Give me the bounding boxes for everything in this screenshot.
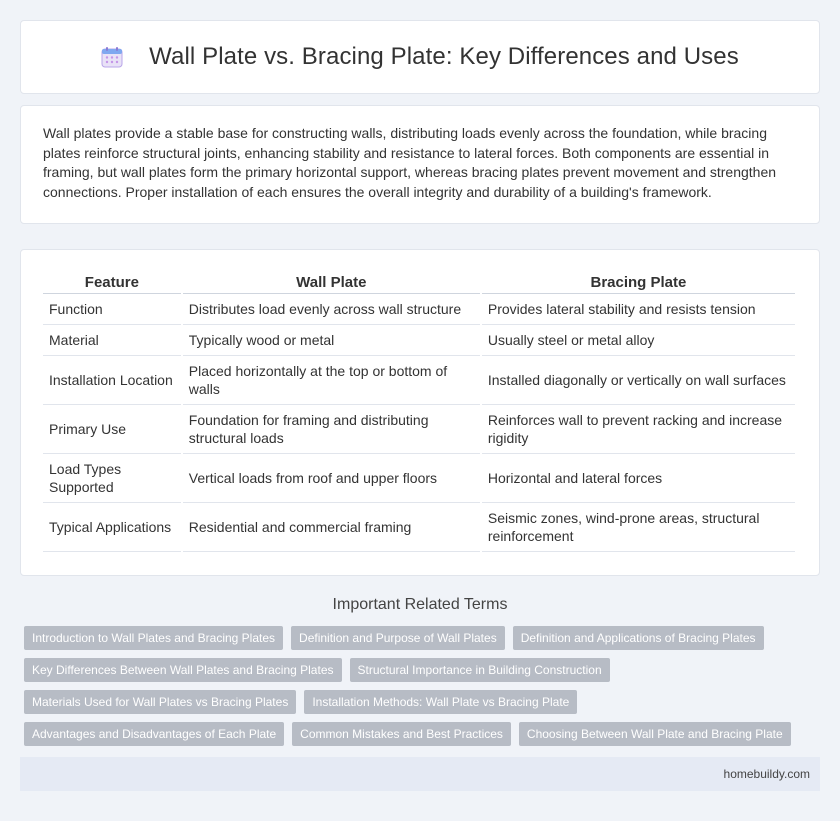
table-cell: Provides lateral stability and resists tension <box>482 294 795 325</box>
table-row <box>43 454 795 503</box>
related-term-tag[interactable]: Key Differences Between Wall Plates and Bracing Plates <box>24 658 342 682</box>
related-term-tag[interactable]: Introduction to Wall Plates and Bracing Plates <box>24 626 283 650</box>
related-term-tag[interactable]: Definition and Applications of Bracing Plates <box>513 626 764 650</box>
table-row <box>43 405 795 454</box>
related-terms-tags <box>20 626 820 746</box>
related-term-tag[interactable]: Materials Used for Wall Plates vs Bracing Plates <box>24 690 296 714</box>
comparison-table-card <box>20 249 820 576</box>
table-cell: Installation Location <box>43 356 181 405</box>
footer-site-link[interactable]: homebuildy.com <box>723 767 810 781</box>
related-term-tag[interactable]: Common Mistakes and Best Practices <box>292 722 511 746</box>
table-cell: Function <box>43 294 181 325</box>
table-cell: Typically wood or metal <box>183 325 480 356</box>
related-term-tag[interactable]: Structural Importance in Building Construction <box>350 658 610 682</box>
page-title: Wall Plate vs. Bracing Plate: Key Differences and Uses <box>149 43 739 70</box>
related-terms-title: Important Related Terms <box>332 596 508 613</box>
table-row <box>43 294 795 325</box>
related-terms-section <box>20 596 820 746</box>
table-cell: Seismic zones, wind-prone areas, structural reinforcement <box>482 503 795 552</box>
related-term-tag[interactable]: Installation Methods: Wall Plate vs Bracing Plate <box>304 690 577 714</box>
table-cell: Horizontal and lateral forces <box>482 454 795 503</box>
related-term-tag[interactable]: Advantages and Disadvantages of Each Plate <box>24 722 284 746</box>
table-cell: Reinforces wall to prevent racking and increase rigidity <box>482 405 795 454</box>
table-cell: Placed horizontally at the top or bottom of walls <box>183 356 480 405</box>
column-header-bracing-plate: Bracing Plate <box>482 270 795 294</box>
calendar-icon <box>101 46 123 68</box>
header-card <box>20 20 820 94</box>
table-row <box>43 503 795 552</box>
table-row <box>43 356 795 405</box>
table-cell: Foundation for framing and distributing structural loads <box>183 405 480 454</box>
table-row <box>43 325 795 356</box>
column-header-wall-plate: Wall Plate <box>183 270 480 294</box>
table-cell: Residential and commercial framing <box>183 503 480 552</box>
intro-card <box>20 105 820 224</box>
table-cell: Vertical loads from roof and upper floors <box>183 454 480 503</box>
table-cell: Typical Applications <box>43 503 181 552</box>
table-cell: Material <box>43 325 181 356</box>
column-header-feature: Feature <box>43 270 181 294</box>
intro-text: Wall plates provide a stable base for constructing walls, distributing loads evenly across the foundation, while bracing plates reinforce structural joints, enhancing stability and resistance to lateral forces. Both components are essential in framing, but wall plates form the primary horizontal support, whereas bracing plates prevent movement and strengthen connections. Proper installation of each ensures the overall integrity and durability of a building's framework. <box>43 125 777 200</box>
table-cell: Load Types Supported <box>43 454 181 503</box>
table-cell: Primary Use <box>43 405 181 454</box>
related-term-tag[interactable]: Definition and Purpose of Wall Plates <box>291 626 505 650</box>
footer <box>20 757 820 791</box>
related-term-tag[interactable]: Choosing Between Wall Plate and Bracing Plate <box>519 722 791 746</box>
table-cell: Usually steel or metal alloy <box>482 325 795 356</box>
table-header-row <box>43 270 795 294</box>
table-cell: Distributes load evenly across wall structure <box>183 294 480 325</box>
comparison-table <box>41 270 797 552</box>
table-cell: Installed diagonally or vertically on wall surfaces <box>482 356 795 405</box>
